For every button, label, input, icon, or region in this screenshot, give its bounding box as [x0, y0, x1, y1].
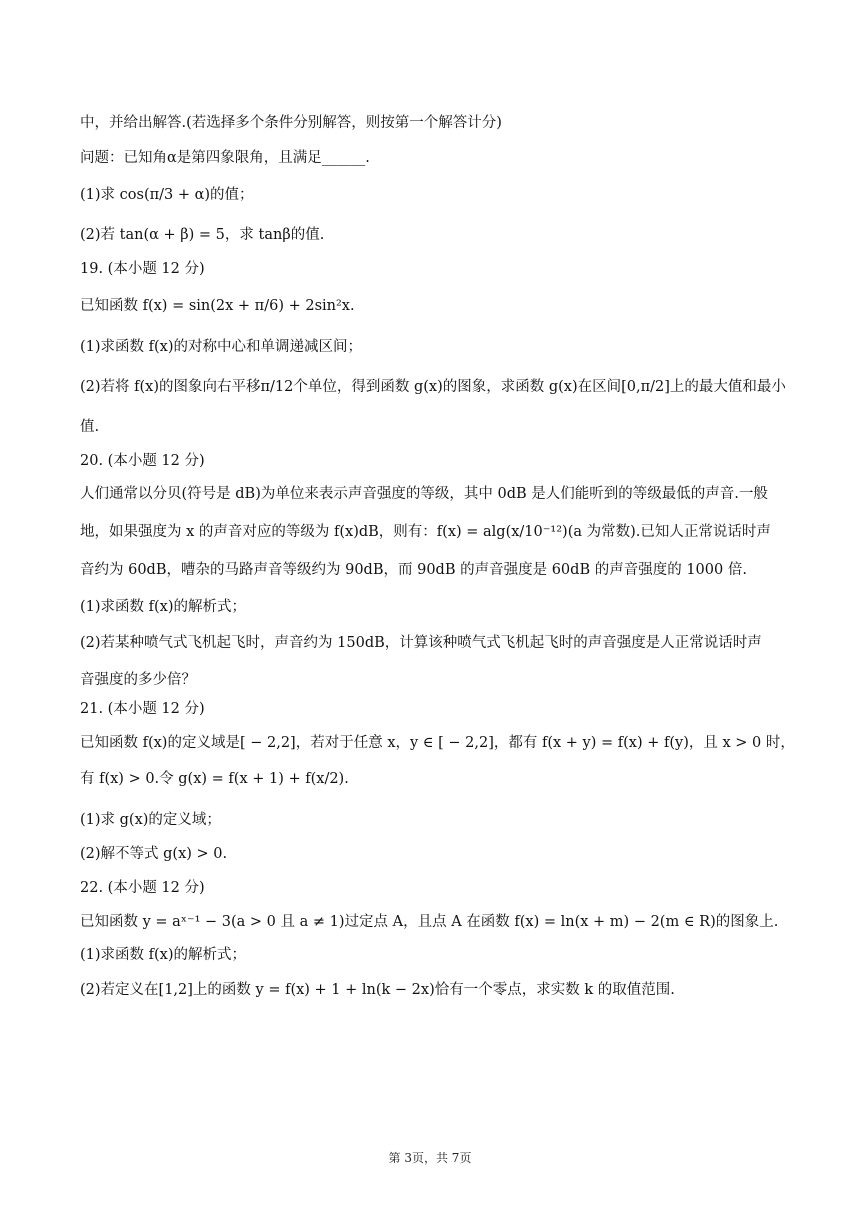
problem-stem: 已知函数 y = aˣ⁻¹ − 3(a > 0 且 a ≠ 1)过定点 A，且点 A 在函数 f(x) = ln(x + m) − 2(m ∈ R)的图象上. [80, 914, 779, 930]
problem-heading: 19. (本小题 12 分) [80, 261, 205, 277]
subquestion: (1)求函数 f(x)的解析式； [80, 599, 247, 615]
subquestion: (2)若 tan(α + β) = 5，求 tanβ的值. [80, 227, 325, 243]
problem-heading: 20. (本小题 12 分) [80, 453, 205, 469]
text-line: 有 f(x) > 0.令 g(x) = f(x + 1) + f(x/2). [80, 771, 349, 787]
subquestion: (2)若某种喷气式飞机起飞时，声音约为 150dB，计算该种喷气式飞机起飞时的声音强度是人正常说话时声 [80, 635, 762, 651]
text-line: 音强度的多少倍？ [80, 672, 196, 688]
subquestion: (2)若将 f(x)的图象向右平移π/12个单位，得到函数 g(x)的图象，求函数 g(x)在区间[0,π/2]上的最大值和最小 [80, 379, 786, 395]
page-number-footer: 第 3页，共 7页 [388, 1151, 472, 1165]
text-line: 地，如果强度为 x 的声音对应的等级为 f(x)dB，则有：f(x) = alg(x/10⁻¹²)(a 为常数).已知人正常说话时声 [80, 524, 771, 540]
subquestion: (1)求 g(x)的定义域； [80, 812, 221, 828]
text-line: 中，并给出解答.(若选择多个条件分别解答，则按第一个解答计分) [80, 115, 502, 131]
subquestion: (2)解不等式 g(x) > 0. [80, 846, 228, 862]
problem-heading: 22. (本小题 12 分) [80, 880, 205, 896]
text-line: 值. [80, 419, 100, 435]
subquestion: (2)若定义在[1,2]上的函数 y = f(x) + 1 + ln(k − 2x)恰有一个零点，求实数 k 的取值范围. [80, 982, 675, 998]
question-stem: 问题：已知角α是第四象限角，且满足______. [80, 150, 370, 166]
subquestion: (1)求函数 f(x)的解析式； [80, 947, 247, 963]
text-line: 音约为 60dB，嘈杂的马路声音等级约为 90dB，而 90dB 的声音强度是 60dB 的声音强度的 1000 倍. [80, 562, 747, 578]
subquestion: (1)求 cos(π/3 + α)的值； [80, 187, 254, 203]
problem-stem: 已知函数 f(x)的定义域是[ − 2,2]，若对于任意 x，y ∈ [ − 2,2]，都有 f(x + y) = f(x) + f(y)，且 x > 0 时， [80, 735, 795, 751]
problem-stem: 已知函数 f(x) = sin(2x + π/6) + 2sin²x. [80, 298, 355, 314]
problem-stem: 人们通常以分贝(符号是 dB)为单位来表示声音强度的等级，其中 0dB 是人们能听到的等级最低的声音.一般 [80, 486, 768, 502]
problem-heading: 21. (本小题 12 分) [80, 701, 205, 717]
subquestion: (1)求函数 f(x)的对称中心和单调递减区间； [80, 339, 363, 355]
